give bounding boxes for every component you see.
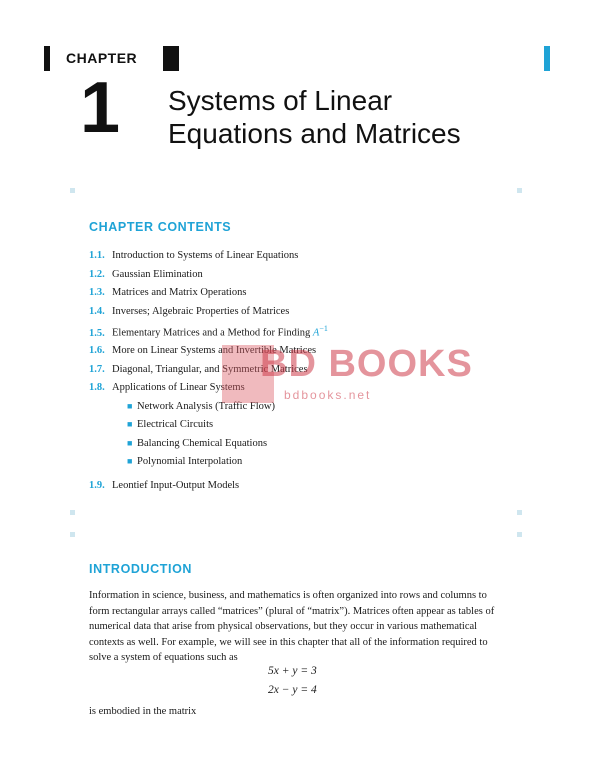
toc-subitem[interactable] <box>127 401 275 412</box>
closing-text: is embodied in the matrix <box>89 706 197 717</box>
toc-number: 1.1. <box>89 250 105 261</box>
chapter-number: 1 <box>80 68 121 148</box>
introduction-paragraph: Information in science, business, and mathematics is often organized into rows and columns to form rectangular arrays called “matrices” (plural of “matrix”). Matrices often appear as tables of numerical data that arise from physical observations, but they occur in various mathematical contexts as well. For example, we will see in this chapter that all of the information required to solve a system of equations such as <box>89 590 495 663</box>
toc-item[interactable] <box>89 345 316 356</box>
toc-number: 1.5. <box>89 327 105 339</box>
toc-item[interactable] <box>89 306 289 317</box>
corner-marker <box>70 188 75 193</box>
toc-number: 1.7. <box>89 364 105 375</box>
toc-text: More on Linear Systems and Invertible Matrices <box>112 345 317 356</box>
header-bar-right <box>163 46 179 71</box>
watermark-brand: BD BOOKS <box>260 343 473 385</box>
toc-number: 1.2. <box>89 269 105 280</box>
toc-subitem[interactable] <box>127 419 213 430</box>
header-bar-left <box>44 46 50 71</box>
toc-subitem-text: Polynomial Interpolation <box>137 456 243 467</box>
toc-item[interactable] <box>89 364 308 375</box>
chapter-title <box>168 84 461 150</box>
corner-marker <box>70 532 75 537</box>
toc-number: 1.6. <box>89 345 105 356</box>
toc-text: Introduction to Systems of Linear Equations <box>112 250 299 261</box>
corner-marker <box>517 188 522 193</box>
chapter-title-line2: Equations and Matrices <box>168 118 461 149</box>
toc-number: 1.8. <box>89 382 105 393</box>
contents-heading: CHAPTER CONTENTS <box>89 220 232 234</box>
bullet-icon: ■ <box>127 438 133 448</box>
toc-subitem-text: Electrical Circuits <box>137 419 214 430</box>
toc-number: 1.3. <box>89 287 105 298</box>
bullet-icon: ■ <box>127 419 133 429</box>
toc-item[interactable] <box>89 480 239 491</box>
toc-item[interactable] <box>89 269 203 280</box>
equation-2: 2x − y = 4 <box>268 684 317 696</box>
toc-text: Inverses; Algebraic Properties of Matrices <box>112 306 290 317</box>
watermark-site: bdbooks.net <box>284 388 372 402</box>
chapter-title-line1: Systems of Linear <box>168 85 393 116</box>
matrix-symbol: A <box>312 327 320 339</box>
introduction-heading: INTRODUCTION <box>89 562 193 576</box>
toc-subitem-text: Network Analysis (Traffic Flow) <box>137 401 275 412</box>
bullet-icon: ■ <box>127 401 133 411</box>
toc-number: 1.4. <box>89 306 105 317</box>
corner-marker <box>70 510 75 515</box>
header-accent-bar <box>544 46 550 71</box>
chapter-label: CHAPTER <box>66 50 138 66</box>
corner-marker <box>517 532 522 537</box>
equation-1: 5x + y = 3 <box>268 665 317 677</box>
toc-text: Diagonal, Triangular, and Symmetric Matrices <box>112 364 308 375</box>
toc-number: 1.9. <box>89 480 105 491</box>
toc-item[interactable] <box>89 250 298 261</box>
toc-subitem-text: Balancing Chemical Equations <box>137 438 268 449</box>
bullet-icon: ■ <box>127 456 133 466</box>
corner-marker <box>517 510 522 515</box>
toc-text: Applications of Linear Systems <box>112 382 245 393</box>
toc-text: Matrices and Matrix Operations <box>112 287 247 298</box>
toc-text: Leontief Input-Output Models <box>112 480 240 491</box>
inverse-exponent: −1 <box>319 324 328 333</box>
toc-item[interactable] <box>89 324 328 339</box>
toc-item[interactable] <box>89 287 246 298</box>
toc-subitem[interactable] <box>127 438 267 449</box>
toc-item[interactable] <box>89 382 245 393</box>
toc-subitem[interactable] <box>127 456 242 467</box>
toc-text: Elementary Matrices and a Method for Finding <box>112 327 311 339</box>
toc-text: Gaussian Elimination <box>112 269 203 280</box>
